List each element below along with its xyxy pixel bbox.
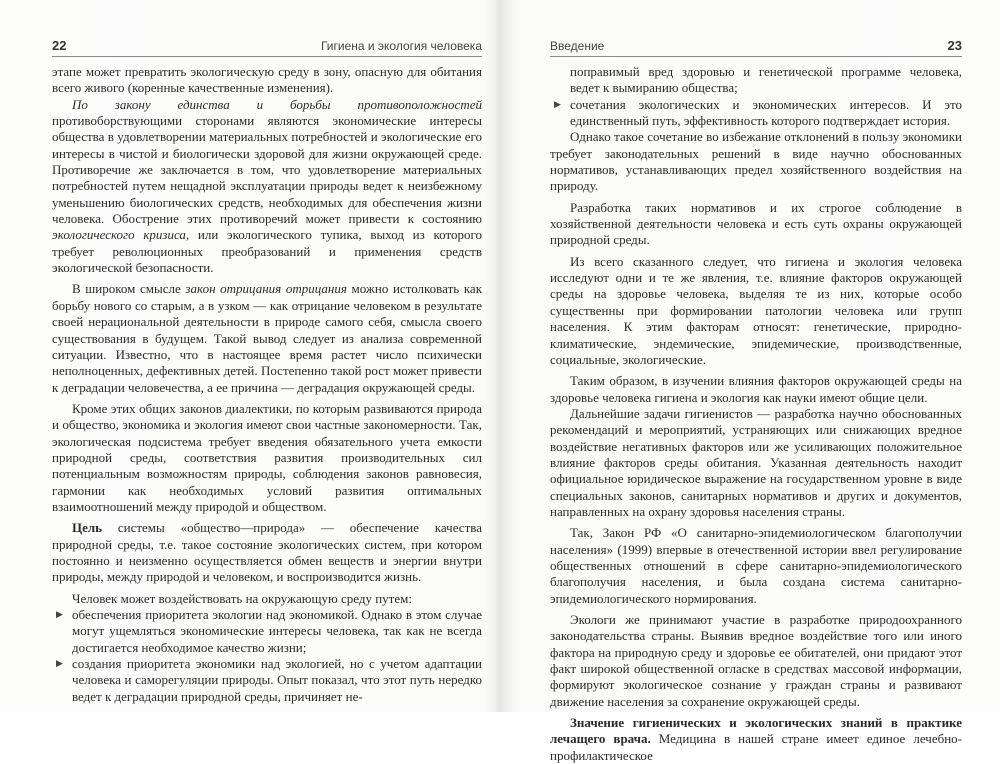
- right-running-title: Введение: [550, 39, 605, 53]
- triangle-right-icon: ▶: [554, 99, 561, 110]
- list-item: ▶ сочетания экологических и экономических интересов. И это единственный путь, эффективность которого подтверждает история.: [554, 96, 962, 129]
- paragraph: В широком смысле закон отрицания отрицания можно истолковать как борьбу нового со старым, а в узком — как отрицание человеком в результате своей нерациональной деятельности в природе самого себя, смысла своего существования в будущем. Такой вывод следует из анализа современной ситуации. Известно, что в настоящее время растет число психически неполноценных, дефективных детей. Постепенно такой рост может привести к деградации человечества, а ее причина — деградация окружающей среды.: [52, 281, 483, 395]
- section-run-in-heading: Значение гигиенических и экологических знаний в практике лечащего врача.: [550, 715, 962, 747]
- term-italic: По закону единства и борьбы противоположностей: [72, 96, 482, 112]
- paragraph: Экологи же принимают участие в разработке природоохранного законодательства страны. Выявив вредное воздействие того или иного фактора на природную среду и здоровье ее обитателей, они придают этот факт широкой общественной огласке в средствах массовой информации, формируют экологическое сознание у граждан страны и развивают движение населения за сохранение окружающей среды.: [550, 612, 962, 709]
- left-page-number: 22: [52, 38, 67, 53]
- list-item: ▶ обеспечения приоритета экологии над экономикой. Однако в этом случае могут ущемляться экономические интересы человека, так как не всегда достигается необходимое качество жизни;: [56, 607, 482, 655]
- list-item: ▶ создания приоритета экономики над экологией, но с учетом адаптации человека и саморегуляции природы. Опыт показал, что этот путь нередко ведет к деградации природной среды, причиняет не-: [56, 656, 482, 704]
- term-italic: экологического кризиса: [52, 227, 186, 243]
- paragraph: Кроме этих общих законов диалектики, по которым развиваются природа и общество, экономика и экология имеют свои частные закономерности. Так, экологическая подсистема требует введения обязательного учета емкости природной среды, соответствия развития производительных сил потенциальным возможностям природы, соблюдения законов равновесия, гармонии как необходимых условий развития оптимальных взаимоотношений между природой и обществом.: [52, 400, 482, 514]
- term-italic: закон отрицания отрицания: [185, 281, 347, 297]
- paragraph: Человек может воздействовать на окружающую среду путем:: [72, 590, 412, 606]
- right-body-text: [550, 64, 962, 764]
- term-bold: Цель: [72, 520, 103, 536]
- paragraph: По закону единства и борьбы противоположностей противоборствующими сторонами являются экономические интересы общества в удовлетворении материальных потребностей и экологические его интересы в чистой и биологически здоровой для жизни окружающей среде. Противоречие же заключается в том, что удовлетворение материальных потребностей путем нещадной эксплуатации природы ведет к неизбежному уменьшению биологических средств, необходимых для обеспечения жизни человека. Обострение этих противоречий может привести к состоянию экологического кризиса, или экологического тупика, выход из которого требует революционных преобразований и применения средств экологической безопасности.: [52, 96, 482, 276]
- left-running-title: Гигиена и экология человека: [320, 39, 482, 53]
- paragraph: Из всего сказанного следует, что гигиена и экология человека исследуют одни и те же явления, т.е. влияние факторов окружающей среды на здоровье человека, выделяя те из них, которые особо существенны при формировании патологии человека или групп населения. К этим факторам относят: генетические, природно-климатические, эндемические, эпидемические, производственные, социальные, экологические.: [550, 253, 962, 367]
- right-page-number: 23: [947, 38, 962, 53]
- right-running-header: [550, 36, 962, 57]
- left-body-text: [52, 64, 482, 705]
- triangle-right-icon: ▶: [56, 659, 63, 670]
- paragraph: Таким образом, в изучении влияния факторов окружающей среды на здоровье человека гигиена и экология как науки имеют общие цели.: [550, 373, 962, 405]
- paragraph: Однако такое сочетание во избежание отклонений в пользу экономики требует законодательных решений в виде научно обоснованных нормативов, устанавливающих предел хозяйственного воздействия на природу.: [550, 129, 962, 194]
- right-page: [500, 0, 1000, 763]
- paragraph: Разработка таких нормативов и их строгое соблюдение в хозяйственной деятельности человека и есть суть охраны окружающей природной среды.: [550, 199, 962, 248]
- paragraph: этапе может превратить экологическую среду в зону, опасную для обитания всего живого (коренные качественные изменения).: [52, 64, 482, 96]
- triangle-right-icon: ▶: [56, 610, 63, 620]
- paragraph: Дальнейшие задачи гигиенистов — разработка научно обоснованных рекомендаций и мероприятий, устраняющих или снижающих вредное воздействие негативных факторов или же усиливающих положительное влияние факторов среды обитания. Указанная деятельность находит официальное юридическое выражение на государственном уровне в виде специальных законов, санитарных нормативов и других и документов, направленных на охрану здоровья населения страны.: [550, 405, 962, 519]
- left-page: [0, 0, 500, 712]
- paragraph: Так, Закон РФ «О санитарно-эпидемиологическом благополучии населения» (1999) впервые в отечественной истории ввел регулирование общественных отношений в сфере санитарно-эпидемиологического благополучия населения, и была создана система санитарно-эпидемиологического нормирования.: [550, 525, 962, 606]
- paragraph: Значение гигиенических и экологических знаний в практике лечащего врача. Медицина в нашей стране имеет единое лечебно-профилактическое: [550, 715, 962, 763]
- list-item-continuation: поправимый вред здоровью и генетической программе человека, ведет к вымиранию общества;: [570, 64, 962, 96]
- left-running-header: [52, 36, 482, 57]
- paragraph: Цель системы «общество—природа» — обеспечение качества природной среды, т.е. такое состояние экологических систем, при котором постоянно и неизменно осуществляется обмен веществ и энергии внутри природы, между природой и человеком, и воспроизводится жизнь.: [52, 520, 482, 585]
